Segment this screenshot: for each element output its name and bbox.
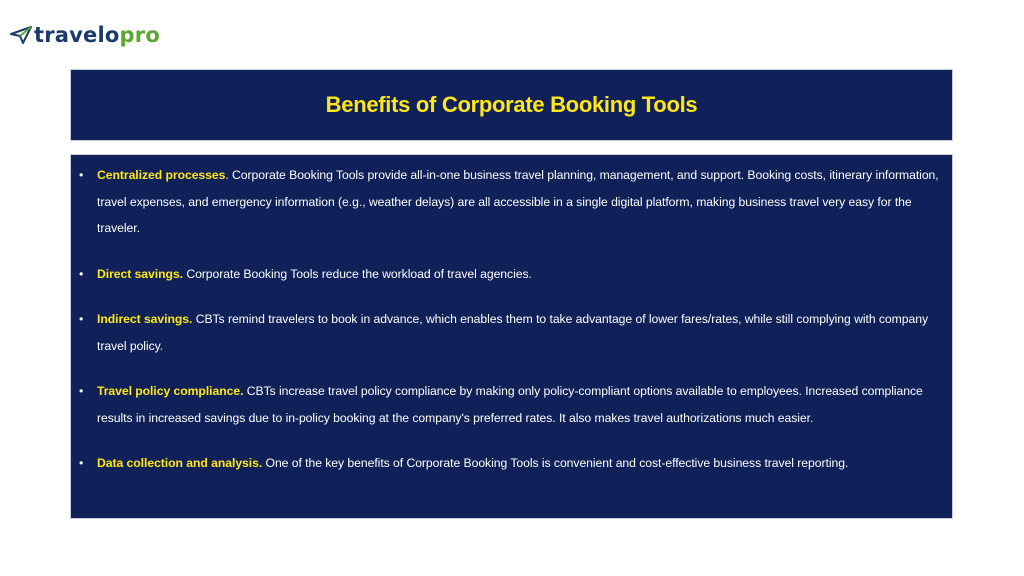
list-item [79, 450, 944, 477]
bullet-heading: Data collection and analysis. [97, 456, 263, 470]
bullet-icon: • [79, 312, 84, 326]
bullet-heading: Indirect savings. [97, 312, 193, 326]
bullet-text: One of the key benefits of Corporate Booking Tools is convenient and cost-effective business travel reporting. [265, 456, 849, 470]
logo-text-part2: pro [119, 23, 160, 47]
title-panel [70, 69, 953, 141]
bullet-icon: • [79, 456, 84, 470]
bullet-icon: • [79, 384, 84, 398]
bullet-icon: • [79, 266, 84, 281]
bullet-text: Corporate Booking Tools reduce the workload of travel agencies. [186, 266, 532, 281]
bullet-text: CBTs increase travel policy compliance by making only policy-compliant options available to employees. Increased compliance results in increased savings due to in-policy booking at the company's preferred rates. It also makes travel authorizations much easier. [97, 384, 923, 425]
bullet-separator: . [225, 168, 233, 182]
bullet-icon: • [79, 168, 84, 182]
list-item [79, 261, 944, 288]
logo-text [34, 22, 160, 48]
content-panel [70, 154, 953, 519]
bullet-heading: Direct savings. [97, 266, 183, 281]
bullet-text: Corporate Booking Tools provide all-in-one business travel planning, management, and support. Booking costs, itinerary information, travel expenses, and emergency information (e.g., weather delays) are all accessible in a single digital platform, making business travel very easy for the traveler. [97, 168, 939, 235]
paper-plane-icon [10, 26, 32, 44]
list-item [79, 306, 944, 359]
list-item [79, 378, 944, 431]
slide-title: Benefits of Corporate Booking Tools [325, 92, 698, 117]
bullet-heading: Travel policy compliance. [97, 384, 244, 398]
list-item [79, 162, 944, 242]
benefits-list [79, 162, 944, 477]
logo-text-part1: travelo [34, 23, 120, 47]
travelopro-logo [10, 22, 160, 48]
bullet-text: CBTs remind travelers to book in advance, which enables them to take advantage of lower fares/rates, while still complying with company travel policy. [97, 312, 928, 353]
bullet-heading: Centralized processes [97, 168, 226, 182]
